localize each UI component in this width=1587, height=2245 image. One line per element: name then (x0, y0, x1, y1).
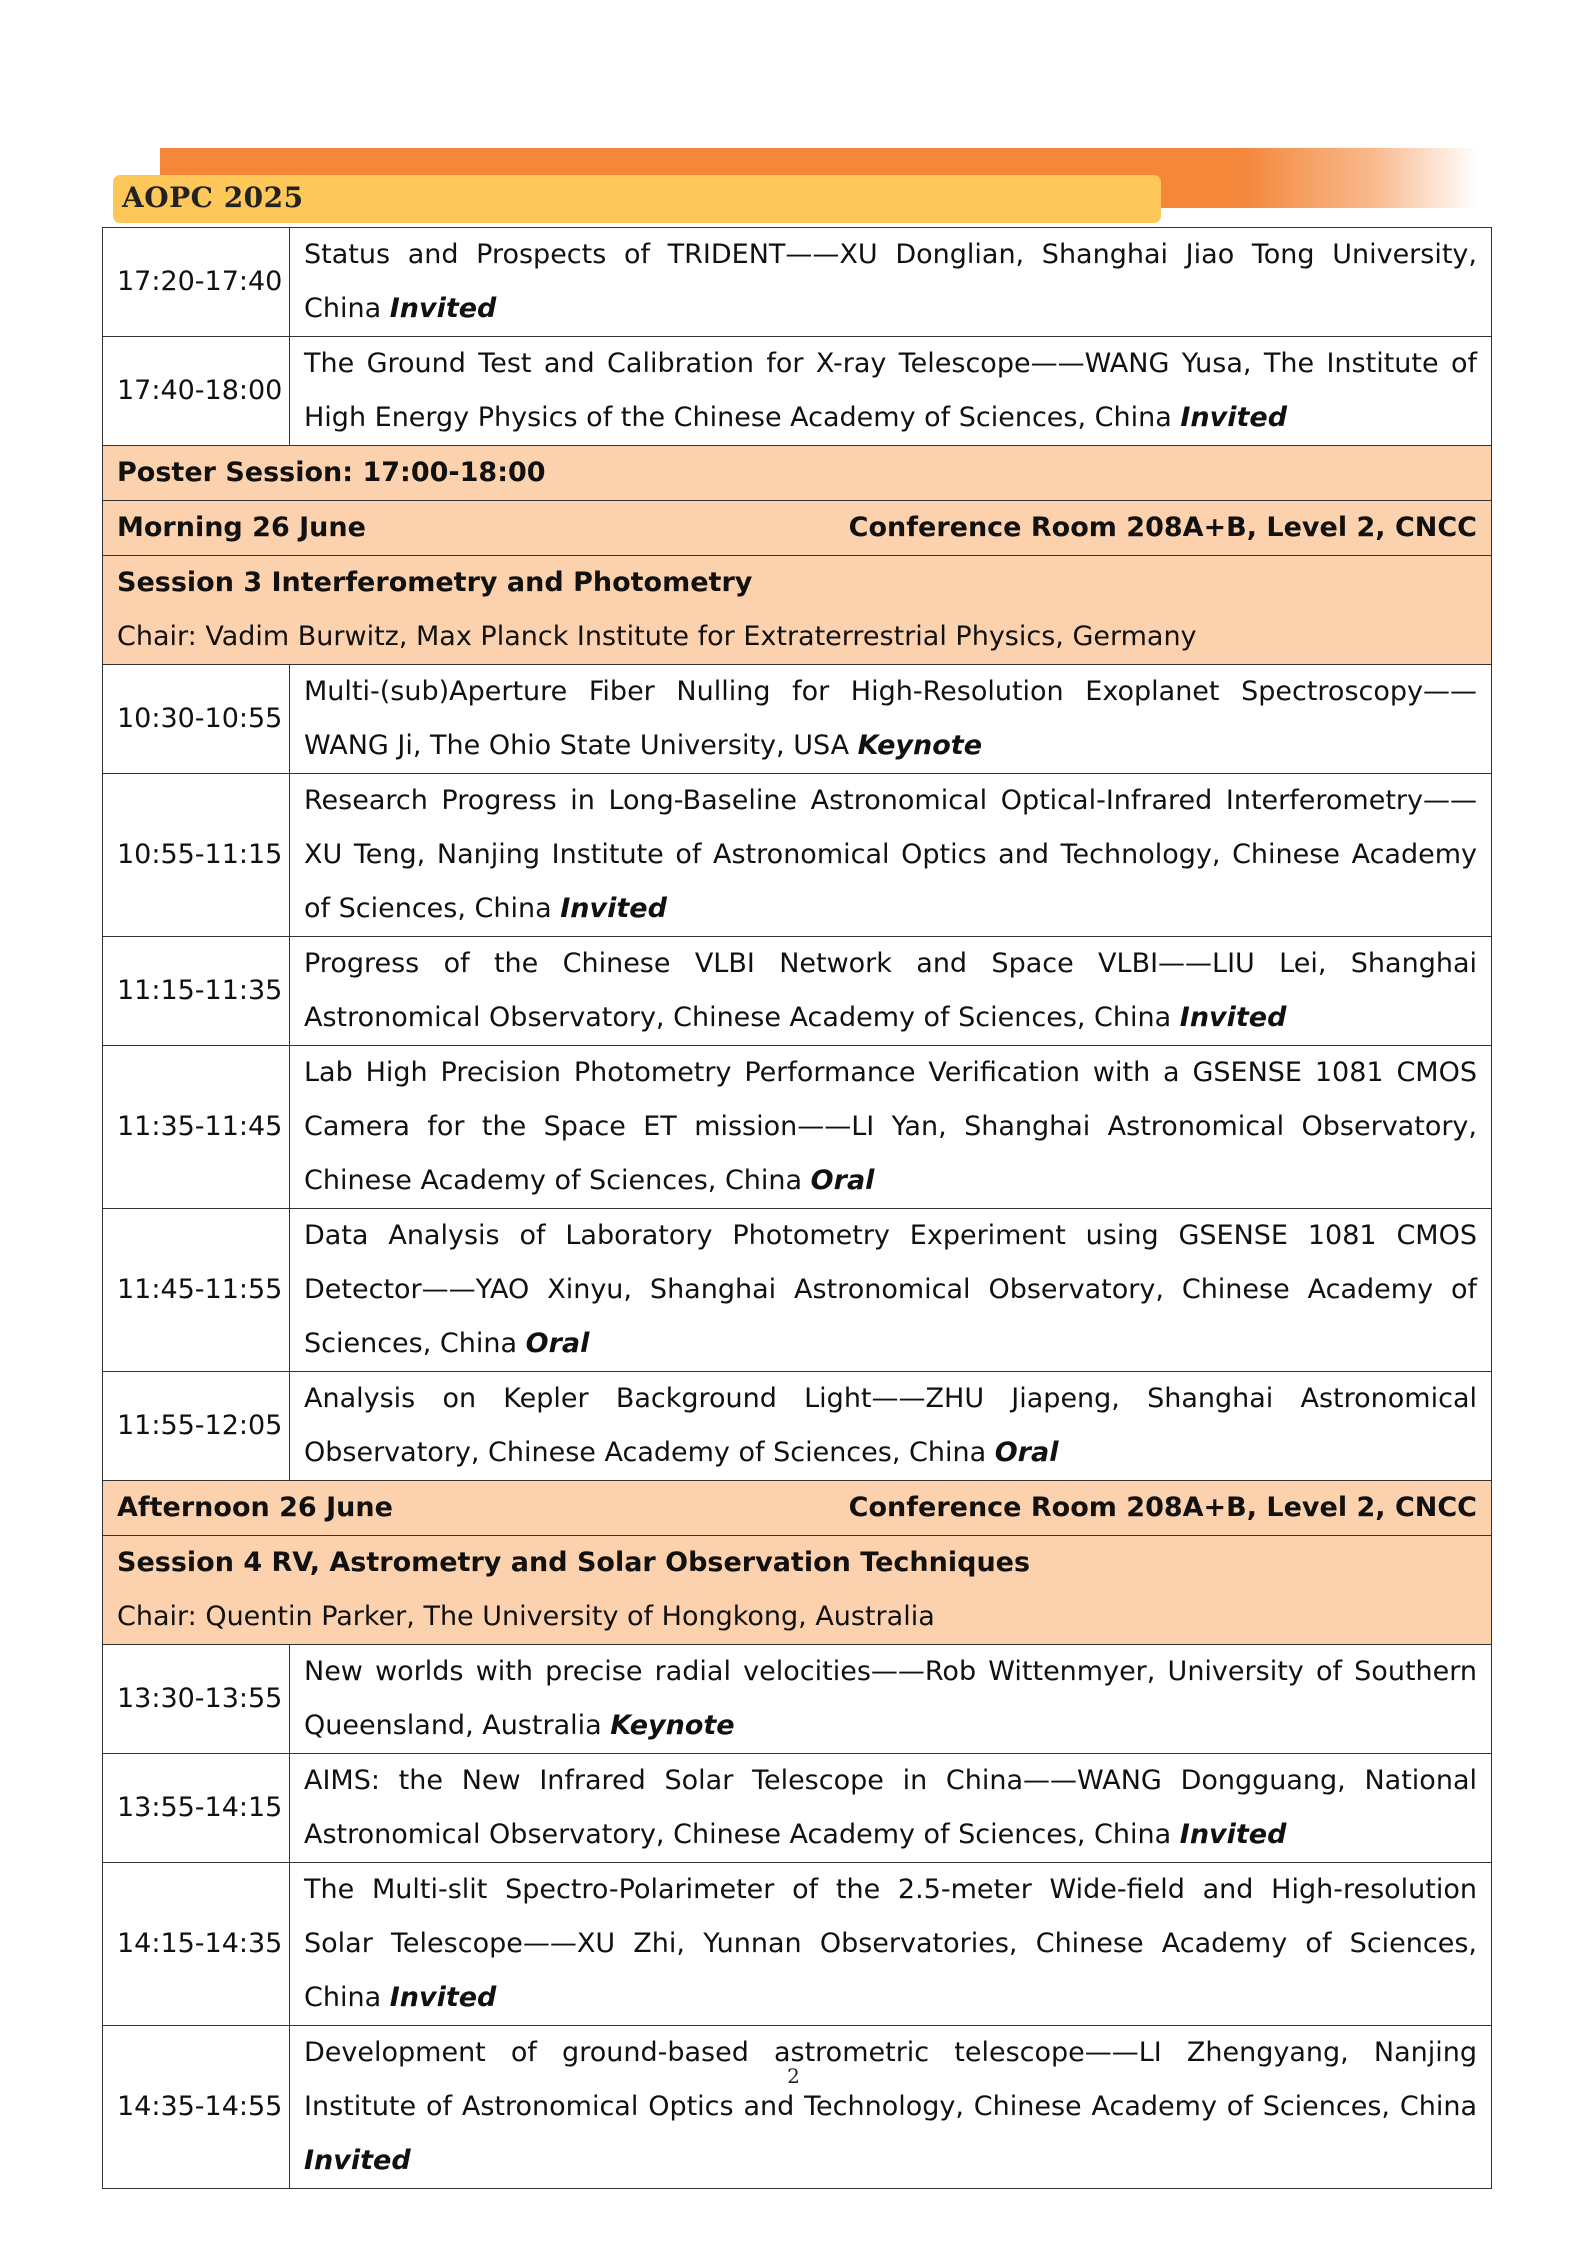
row-time: 11:15-11:35 (103, 937, 290, 1046)
day-header-row (103, 501, 1492, 556)
table-row (103, 937, 1492, 1046)
session-title: Session 3 Interferometry and Photometry (117, 567, 753, 598)
row-time: 11:45-11:55 (103, 1209, 290, 1372)
poster-session-label: Poster Session: 17:00-18:00 (103, 446, 1492, 501)
table-row (103, 1209, 1492, 1372)
presentation-type: Oral (994, 1437, 1059, 1468)
session-header-row (103, 556, 1492, 665)
poster-session-row (103, 446, 1492, 501)
row-description: The Ground Test and Calibration for X-ray Telescope——WANG Yusa, The Institute of High Energy Physics of the Chinese Academy of Sciences, China Invited (290, 337, 1492, 446)
session-chair: Chair: Vadim Burwitz, Max Planck Institute for Extraterrestrial Physics, Germany (117, 621, 1197, 652)
row-description: Status and Prospects of TRIDENT——XU Donglian, Shanghai Jiao Tong University, China Invited (290, 228, 1492, 337)
row-description: Progress of the Chinese VLBI Network and Space VLBI——LIU Lei, Shanghai Astronomical Observatory, Chinese Academy of Sciences, China Invited (290, 937, 1492, 1046)
row-description: The Multi-slit Spectro-Polarimeter of the 2.5-meter Wide-field and High-resolution Solar Telescope——XU Zhi, Yunnan Observatories, Chinese Academy of Sciences, China Invited (290, 1863, 1492, 2026)
row-description: AIMS: the New Infrared Solar Telescope in China——WANG Dongguang, National Astronomical Observatory, Chinese Academy of Sciences, China Invited (290, 1754, 1492, 1863)
presentation-type: Invited (389, 293, 497, 324)
row-description: Analysis on Kepler Background Light——ZHU Jiapeng, Shanghai Astronomical Observatory, Chinese Academy of Sciences, China Oral (290, 1372, 1492, 1481)
presentation-type: Oral (810, 1165, 875, 1196)
table-row (103, 665, 1492, 774)
room-label: Conference Room 208A+B, Level 2, CNCC (848, 1492, 1477, 1523)
row-time: 17:40-18:00 (103, 337, 290, 446)
table-row (103, 1645, 1492, 1754)
presentation-type: Keynote (610, 1710, 735, 1741)
row-time: 10:30-10:55 (103, 665, 290, 774)
row-description: Data Analysis of Laboratory Photometry Experiment using GSENSE 1081 CMOS Detector——YAO Xinyu, Shanghai Astronomical Observatory, Chinese Academy of Sciences, China Oral (290, 1209, 1492, 1372)
presentation-type: Invited (389, 1982, 497, 2013)
page-number: 2 (787, 2064, 800, 2088)
session-title: Session 4 RV, Astrometry and Solar Observation Techniques (117, 1547, 1031, 1578)
row-description: Lab High Precision Photometry Performance Verification with a GSENSE 1081 CMOS Camera for the Space ET mission——LI Yan, Shanghai Astronomical Observatory, Chinese Academy of Sciences, China Oral (290, 1046, 1492, 1209)
table-row (103, 1863, 1492, 2026)
table-row (103, 1372, 1492, 1481)
room-label: Conference Room 208A+B, Level 2, CNCC (848, 512, 1477, 543)
table-row (103, 1046, 1492, 1209)
row-description: New worlds with precise radial velocities——Rob Wittenmyer, University of Southern Queensland, Australia Keynote (290, 1645, 1492, 1754)
row-time: 11:55-12:05 (103, 1372, 290, 1481)
row-time: 10:55-11:15 (103, 774, 290, 937)
table-row (103, 337, 1492, 446)
presentation-type: Oral (525, 1328, 590, 1359)
row-time: 17:20-17:40 (103, 228, 290, 337)
presentation-type: Invited (1180, 402, 1288, 433)
row-time: 14:35-14:55 (103, 2026, 290, 2189)
day-header-row (103, 1481, 1492, 1536)
presentation-type: Invited (560, 893, 667, 924)
header-title: AOPC 2025 (122, 181, 304, 214)
presentation-type: Keynote (857, 730, 983, 761)
schedule-table (102, 227, 1492, 2189)
presentation-type: Invited (1179, 1819, 1287, 1850)
row-description: Research Progress in Long-Baseline Astronomical Optical-Infrared Interferometry——XU Teng, Nanjing Institute of Astronomical Optics and Technology, Chinese Academy of Sciences, China Invited (290, 774, 1492, 937)
table-row (103, 774, 1492, 937)
row-time: 11:35-11:45 (103, 1046, 290, 1209)
table-row (103, 2026, 1492, 2189)
presentation-type: Invited (304, 2145, 411, 2176)
presentation-type: Invited (1179, 1002, 1287, 1033)
row-time: 13:55-14:15 (103, 1754, 290, 1863)
table-row (103, 1754, 1492, 1863)
row-description: Multi-(sub)Aperture Fiber Nulling for High-Resolution Exoplanet Spectroscopy——WANG Ji, The Ohio State University, USA Keynote (290, 665, 1492, 774)
table-row (103, 228, 1492, 337)
day-label: Morning 26 June (117, 512, 366, 543)
row-description: Development of ground-based astrometric telescope——LI Zhengyang, Nanjing Institute of Astronomical Optics and Technology, Chinese Academy of Sciences, China Invited (290, 2026, 1492, 2189)
row-time: 14:15-14:35 (103, 1863, 290, 2026)
day-label: Afternoon 26 June (117, 1492, 393, 1523)
row-time: 13:30-13:55 (103, 1645, 290, 1754)
session-chair: Chair: Quentin Parker, The University of Hongkong, Australia (117, 1601, 935, 1632)
session-header-row (103, 1536, 1492, 1645)
